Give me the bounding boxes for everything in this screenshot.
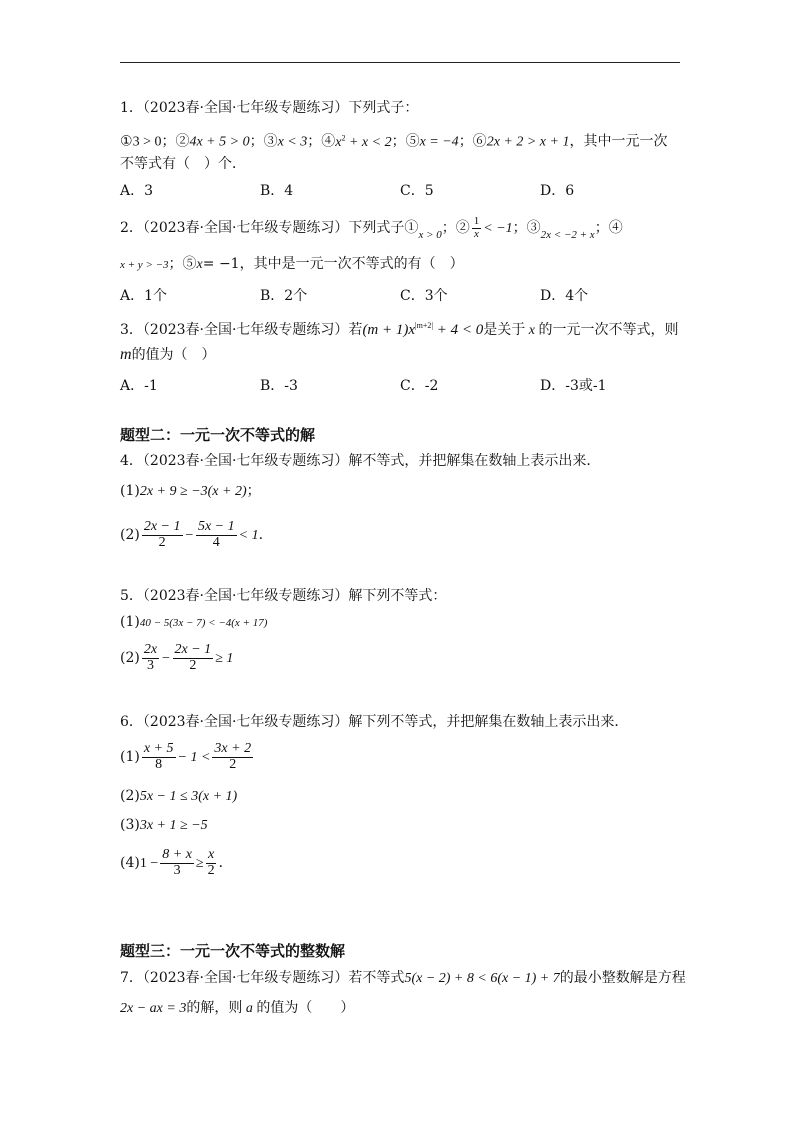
section-heading-2: 题型二：一元一次不等式的解 — [120, 426, 316, 444]
q4-part1: (1)2x + 9 ≥ −3(x + 2)； — [120, 483, 261, 499]
q5-stem: 5．（2023春·全国·七年级专题练习）解下列不等式： — [120, 588, 447, 604]
q6-part1: (1) $\frac{x + 5}{8}$ − 1 < $\frac{3x + 2}{2}$ — [120, 740, 252, 772]
q7-line2-end: 的解，则 — [186, 1000, 243, 1016]
q3-line2-end: 的值为（ ） — [131, 347, 216, 363]
q1-stem: 1．（2023春·全国·七年级专题练习）下列式子： — [120, 100, 419, 116]
q5-part1: (1)40 − 5(3x − 7) < −4(x + 17) — [120, 614, 268, 630]
q2-option-d[interactable]: D．4个 — [540, 288, 589, 304]
q2-option-a[interactable]: A．1个 — [120, 288, 168, 304]
section-heading-3: 题型三：一元一次不等式的整数解 — [120, 942, 346, 960]
q3-option-d[interactable]: D．-3或-1 — [540, 378, 607, 394]
q3-option-b[interactable]: B．-3 — [260, 378, 298, 394]
q1-option-a[interactable]: A．3 — [120, 183, 154, 199]
q1-option-c[interactable]: C．5 — [400, 183, 434, 199]
q3-stem-end: 是关于 — [483, 322, 526, 338]
q2-stem: 2．（2023春·全国·七年级专题练习）下列式子① — [120, 220, 419, 236]
q3-line2: m的值为（ ） — [120, 346, 216, 363]
header-rule — [120, 62, 680, 63]
q1-line3: 不等式有（ ）个． — [120, 156, 246, 172]
q2-option-c[interactable]: C．3个 — [400, 288, 448, 304]
q1-option-d[interactable]: D．6 — [540, 183, 575, 199]
q6-part2: (2)5x − 1 ≤ 3(x + 1) — [120, 788, 238, 804]
q1-option-b[interactable]: B．4 — [260, 183, 294, 199]
q3-stem: 3．（2023春·全国·七年级专题练习）若 — [120, 322, 363, 338]
q1-line2-end: ，其中一元一次 — [569, 133, 668, 150]
q1-items: ①3 > 0；②4x + 5 > 0；③x < 3；$④x^2 + x < 2$；⑤x = −4；⑥2x + 2 > x + 1，其中一元一次 — [120, 133, 668, 150]
q2-stem-line: 2．（2023春·全国·七年级专题练习）下列式子$①_{x > 0}$；② $\frac{1}{x}$ < −1；$③_{2x < -2 + x}$；④ — [120, 214, 623, 241]
q2-option-b[interactable]: B．2个 — [260, 288, 308, 304]
q7-stem-line: 7．（2023春·全国·七年级专题练习）若不等式5(x − 2) + 8 < 6(x − 1) + 7的最小整数解是方程 — [120, 970, 686, 986]
q6-stem: 6．（2023春·全国·七年级专题练习）解下列不等式，并把解集在数轴上表示出来． — [120, 714, 629, 730]
q7-stem-end: 的最小整数解是方程 — [559, 970, 686, 986]
q6-part3: (3)3x + 1 ≥ −5 — [120, 817, 208, 833]
q7-stem: 7．（2023春·全国·七年级专题练习）若不等式 — [120, 970, 405, 986]
q4-part2: (2) $\frac{2x - 1}{2}$ − $\frac{5x - 1}{4}$ < 1． — [120, 518, 273, 550]
q5-part2: (2) $\frac{2x}{3}$ − $\frac{2x - 1}{2}$ ≥ 1 — [120, 641, 234, 673]
q3-option-a[interactable]: A．-1 — [120, 378, 158, 394]
q7-line2: 2x − ax = 3的解，则 a 的值为（ ） — [120, 1000, 355, 1016]
q7-line2-end2: 的值为（ ） — [256, 1000, 355, 1016]
q6-part4: (4)1 − $\frac{8 + x}{3}$ ≥ $\frac{x}{2}$ ． — [120, 846, 233, 878]
q3-stem-line: 3．（2023春·全国·七年级专题练习）若$(m + 1)x^{|m+2|} + 4 < 0$是关于 x 的一元一次不等式，则 — [120, 321, 679, 338]
q3-option-c[interactable]: C．-2 — [400, 378, 439, 394]
q2-line2: x + y > −3；⑤x= −1，其中是一元一次不等式的有（ ） — [120, 256, 464, 272]
q4-stem: 4．（2023春·全国·七年级专题练习）解不等式，并把解集在数轴上表示出来． — [120, 453, 601, 469]
q3-stem-end2: 的一元一次不等式，则 — [538, 322, 679, 338]
q2-line2-end: ，其中是一元一次不等式的有（ ） — [239, 256, 464, 272]
